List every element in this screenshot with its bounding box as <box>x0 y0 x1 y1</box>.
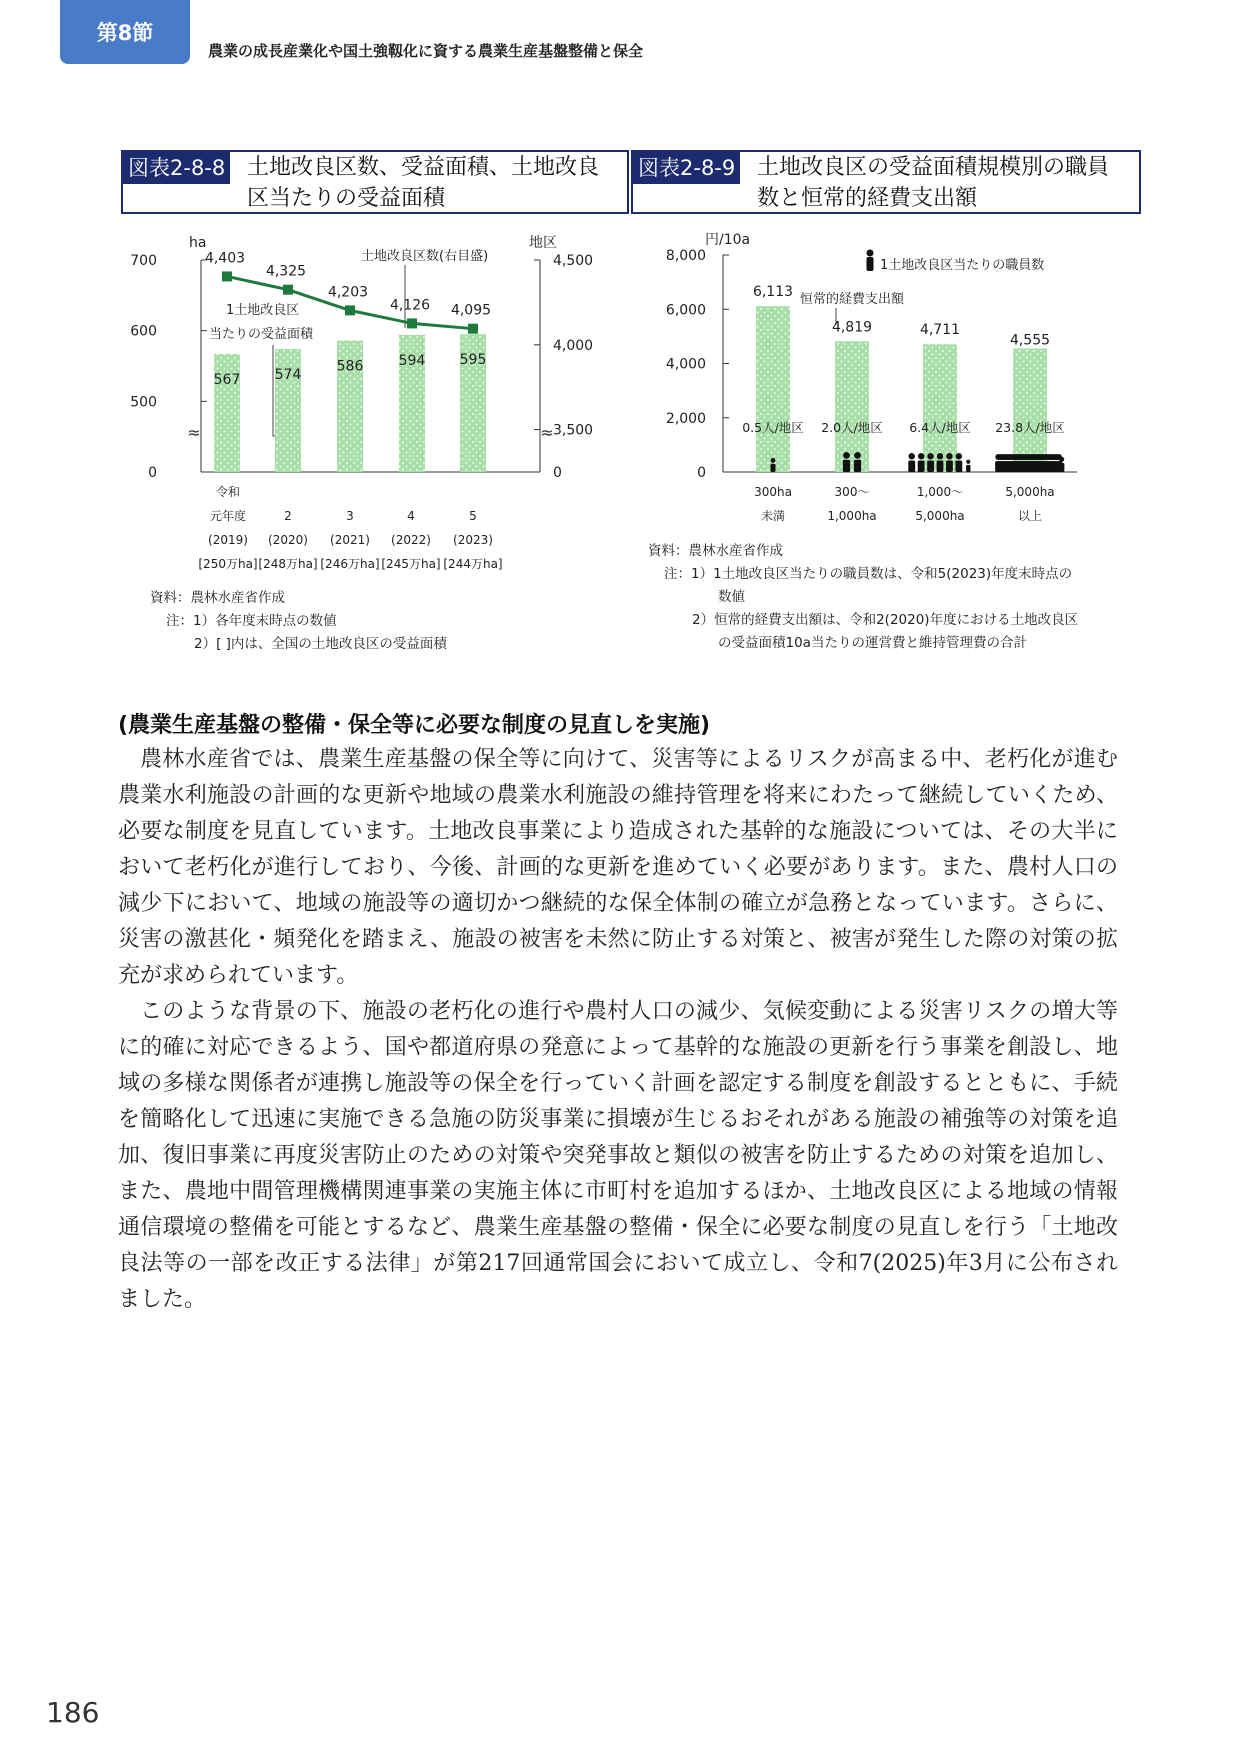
fig2-x-label-line1: 300～ <box>834 485 870 499</box>
person-icon <box>966 460 970 472</box>
fig1-source: 資料：農林水産省作成 <box>150 590 285 606</box>
fig2-bar <box>1013 348 1047 472</box>
fig1-break-right: ≈ <box>540 423 554 442</box>
person-icon <box>937 453 944 472</box>
fig1-line-point <box>345 305 355 315</box>
fig1-x-label-year: 元年度 <box>209 509 247 523</box>
fig2-tick-label: 8,000 <box>665 248 706 264</box>
fig1-right-tick-label: 4,500 <box>553 253 594 269</box>
fig1-note-2: 2）[ ]内は、全国の土地改良区の受益面積 <box>194 636 447 652</box>
fig1-line-value-label: 4,095 <box>450 302 492 319</box>
fig2-x-label-line2: 5,000ha <box>915 509 965 523</box>
fig1-bar-value-label: 595 <box>459 352 487 369</box>
person-icon <box>946 453 953 472</box>
fig1-line-value-label: 4,403 <box>204 250 246 267</box>
fig1-left-tick-label: 500 <box>130 394 157 411</box>
fig2-note-2-cont: の受益面積10a当たりの運営費と維持管理費の合計 <box>718 635 1027 651</box>
person-icon <box>770 458 775 472</box>
fig1-left-tick-label: 700 <box>130 253 157 269</box>
fig2-title-line2: 数と恒常的経費支出額 <box>757 186 978 211</box>
fig1-line-point <box>407 318 417 328</box>
fig2-unit: 円/10a <box>705 232 751 248</box>
fig2-x-label-line1: 1,000～ <box>916 485 964 499</box>
person-icon <box>854 452 861 472</box>
fig1-x-label-year: 4 <box>407 509 415 523</box>
fig2-x-label-line2: 1,000ha <box>827 509 877 523</box>
fig1-title-line2: 区当たりの受益面積 <box>247 186 446 211</box>
fig1-bar-value-label: 567 <box>213 371 241 388</box>
body-paragraph-2: このような背景の下、施設の老朽化の進行や農村人口の減少、気候変動による災害リスクの増大等に的確に対応できるよう、国や都道府県の発意によって基幹的な施設の更新を行う事業を創設し、地域の多様な関係者が連携し施設等の保全を行っていく計画を認定する制度を創設するとともに、手続を簡略化して迅速に実施できる急施の防災事業に損壊が生じるおそれがある施設の補強等の対策を追加、復旧事業に再度災害防止のための対策や突発事故と類似の被害を防止するための対策を追加し、また、農地中間管理機構関連事業の実施主体に市町村を追加するほか、土地改良区による地域の情報通信環境の整備を可能とするなど、農業生産基盤の整備・保全に必要な制度の見直しを行う「土地改良法等の一部を改正する法律」が第217回通常国会において成立し、令和7(2025)年3月に公布されました。 <box>118 999 1118 1312</box>
fig2-chart <box>640 230 1140 540</box>
fig1-right-unit: 地区 <box>529 235 557 251</box>
fig2-tick-label: 0 <box>697 465 706 481</box>
fig1-x-label-western-year: (2023) <box>453 533 493 547</box>
fig2-staff-label: 6.4人/地区 <box>909 420 971 435</box>
fig1-line-value-label: 4,325 <box>265 263 307 280</box>
fig1-x-label-total-area: [250万ha] <box>198 557 258 571</box>
fig1-break-left: ≈ <box>187 423 201 442</box>
fig2-staff-label: 2.0人/地区 <box>821 420 883 435</box>
fig2-number: 図表2-8-9 <box>633 152 740 184</box>
fig2-title-box <box>631 150 1141 214</box>
fig2-legend-person-icon <box>867 250 874 272</box>
fig1-x-label-era: 令和 <box>215 485 241 499</box>
fig2-x-label-line2: 未満 <box>760 509 786 523</box>
fig1-line-series-label: 土地改良区数(右目盛) <box>361 249 489 264</box>
fig2-tick-label: 2,000 <box>665 410 706 427</box>
body-text <box>118 742 1118 1318</box>
fig2-note-2: 2）恒常的経費支出額は、令和2(2020)年度における土地改良区 <box>692 612 1079 628</box>
fig1-right-tick-label: 0 <box>553 465 562 481</box>
page-number: 186 <box>46 1696 100 1729</box>
fig1-bar-series-label-2: 当たりの受益面積 <box>209 327 314 342</box>
fig2-x-label-line1: 5,000ha <box>1005 485 1055 499</box>
person-icon <box>843 452 850 472</box>
fig2-note-1: 注：1）1土地改良区当たりの職員数は、令和5(2023)年度末時点の <box>664 566 1073 582</box>
fig2-legend-label: 1土地改良区当たりの職員数 <box>880 258 1045 273</box>
section-badge: 第8節 <box>60 0 190 64</box>
fig1-bar-value-label: 574 <box>274 367 302 384</box>
fig1-x-label-year: 5 <box>469 509 477 523</box>
fig2-notes <box>648 540 1078 655</box>
fig2-bar <box>835 341 869 472</box>
fig2-bar-value-label: 4,555 <box>1009 332 1051 349</box>
fig1-chart <box>121 230 621 590</box>
person-icon <box>1059 457 1065 472</box>
fig2-title-line1: 土地改良区の受益面積規模別の職員 <box>757 155 1110 180</box>
fig1-x-label-year: 2 <box>284 509 292 523</box>
fig1-title-box <box>121 150 629 214</box>
fig1-x-label-western-year: (2022) <box>391 533 431 547</box>
fig2-source: 資料：農林水産省作成 <box>648 543 783 559</box>
person-icon <box>918 453 925 472</box>
person-icon <box>955 453 962 472</box>
fig2-tick-label: 4,000 <box>665 356 706 373</box>
fig1-left-unit: ha <box>189 235 207 251</box>
fig2-bar-value-label: 4,711 <box>919 322 961 339</box>
fig1-x-label-western-year: (2019) <box>208 533 248 547</box>
fig2-bar <box>756 306 790 472</box>
fig2-x-label-line2: 以上 <box>1017 509 1043 523</box>
fig1-right-tick-label: 4,000 <box>553 337 594 354</box>
fig1-bar-value-label: 594 <box>398 352 426 369</box>
fig2-tick-label: 6,000 <box>665 302 706 319</box>
fig1-line-value-label: 4,126 <box>389 297 431 314</box>
fig1-number: 図表2-8-8 <box>123 152 230 184</box>
fig1-x-label-western-year: (2020) <box>268 533 308 547</box>
fig1-left-tick-label: 600 <box>130 323 157 340</box>
fig1-line-point <box>468 324 478 334</box>
person-icon <box>927 453 934 472</box>
fig2-bar-value-label: 4,819 <box>831 319 873 336</box>
fig1-x-label-western-year: (2021) <box>330 533 370 547</box>
fig1-bar-value-label: 586 <box>336 358 364 375</box>
fig2-bar-series-label: 恒常的経費支出額 <box>800 292 905 307</box>
fig1-bar-series-label-1: 1土地改良区 <box>226 303 300 318</box>
fig1-x-label-total-area: [245万ha] <box>381 557 441 571</box>
fig1-line-value-label: 4,203 <box>327 284 369 301</box>
fig2-bar-value-label: 6,113 <box>752 284 794 301</box>
fig2-bar <box>923 344 957 472</box>
fig1-title-line1: 土地改良区数、受益面積、土地改良 <box>247 155 600 180</box>
fig1-note-1: 注：1）各年度末時点の数値 <box>166 613 337 629</box>
body-paragraph-1: 農林水産省では、農業生産基盤の保全等に向けて、災害等によるリスクが高まる中、老朽化が進む農業水利施設の計画的な更新や地域の農業水利施設の維持管理を将来にわたって継続していくため、必要な制度を見直しています。土地改良事業により造成された基幹的な施設については、その大半において老朽化が進行しており、今後、計画的な更新を進めていく必要があります。また、農村人口の減少下において、地域の施設等の適切かつ継続的な保全体制の確立が急務となっています。さらに、災害の激甚化・頻発化を踏まえ、施設の被害を未然に防止する対策と、被害が発生した際の対策の拡充が求められています。 <box>118 747 1118 988</box>
fig1-line-point <box>222 271 232 281</box>
fig1-line-point <box>283 285 293 295</box>
fig1-left-tick-label: 0 <box>148 465 157 481</box>
section-heading: (農業生産基盤の整備・保全等に必要な制度の見直しを実施) <box>118 713 711 738</box>
person-icon <box>908 453 915 472</box>
fig2-note-1-cont: 数値 <box>718 589 745 605</box>
chapter-title: 農業の成長産業化や国土強靱化に資する農業生産基盤整備と保全 <box>208 42 644 60</box>
fig1-notes <box>150 587 447 656</box>
fig2-x-label-line1: 300ha <box>754 485 792 499</box>
fig1-x-label-total-area: [246万ha] <box>320 557 380 571</box>
fig1-x-label-total-area: [248万ha] <box>258 557 318 571</box>
fig2-staff-label: 0.5人/地区 <box>742 420 804 435</box>
fig1-right-tick-label: 3,500 <box>553 422 594 439</box>
fig2-staff-label: 23.8人/地区 <box>995 420 1065 435</box>
fig1-x-label-total-area: [244万ha] <box>443 557 503 571</box>
fig1-x-label-year: 3 <box>346 509 354 523</box>
